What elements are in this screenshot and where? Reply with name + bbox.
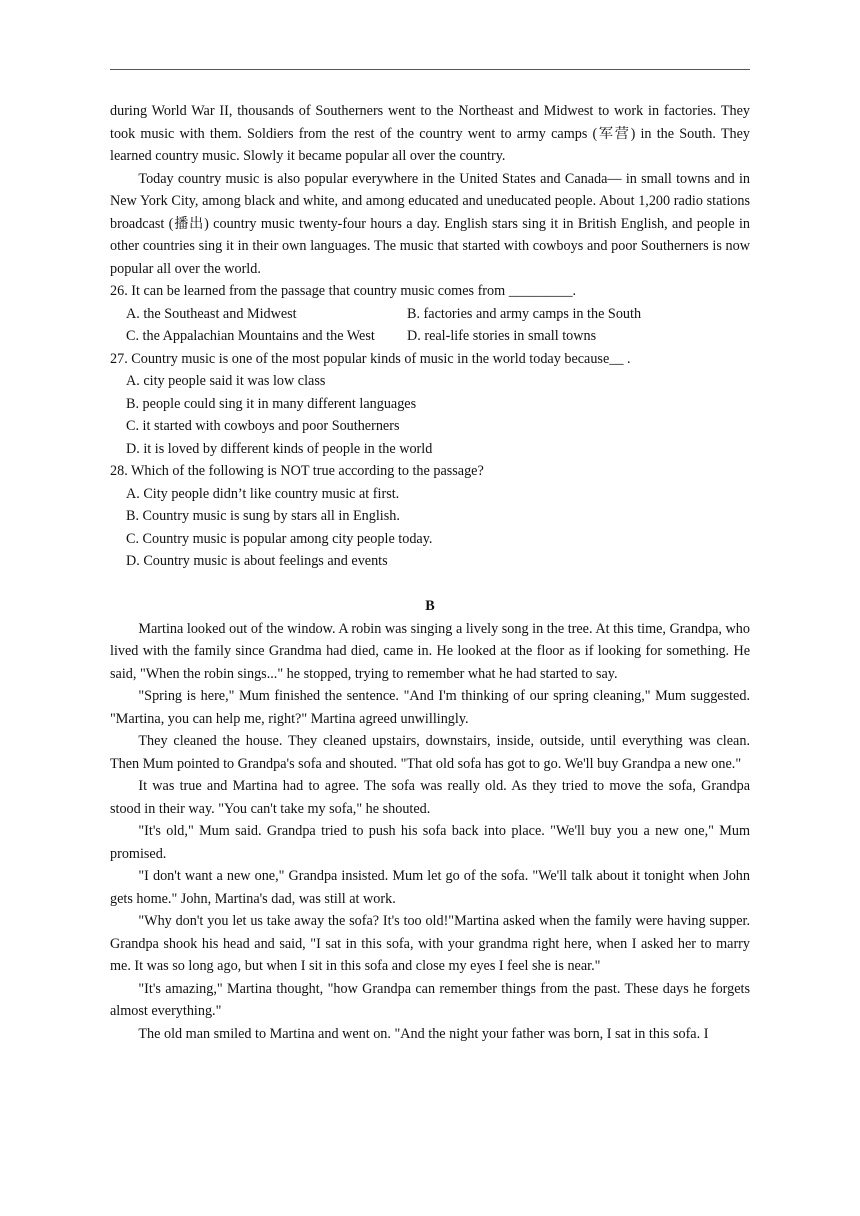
option-c: C. the Appalachian Mountains and the West <box>126 328 375 344</box>
option-a: A. the Southeast and Midwest <box>126 305 297 322</box>
passage-b-paragraph: "Why don't you let us take away the sofa? It's too old!"Martina asked when the family were having supper. Grandpa shook his head and said, "I sat in this sofa, with your grandma right here, when I asked her to marry me. It was so long ago, but when I sit in this sofa and close my eyes I feel she is near." <box>110 913 750 974</box>
option-d: D. it is loved by different kinds of people in the world <box>126 440 433 457</box>
option-b: B. Country music is sung by stars all in English. <box>126 508 400 524</box>
question-stem: 27. Country music is one of the most popular kinds of music in the world today because__ . <box>110 350 631 367</box>
option-a: A. City people didn’t like country music at first. <box>126 485 400 502</box>
option-b: B. factories and army camps in the South <box>407 305 642 322</box>
option-b: B. people could sing it in many different languages <box>126 395 417 412</box>
option-a: A. city people said it was low class <box>126 373 326 389</box>
passage-b-paragraph: "It's old," Mum said. Grandpa tried to push his sofa back into place. "We'll buy you a new one," Mum promised. <box>110 823 750 862</box>
question-27 <box>110 348 750 461</box>
section-spacer <box>110 573 750 596</box>
option-d: D. real-life stories in small towns <box>407 328 597 344</box>
passage-b-paragraph: They cleaned the house. They cleaned upstairs, downstairs, inside, outside, until everything was clean. Then Mum pointed to Grandpa's sofa and shouted. "That old sofa has got to go. We'll buy Grandpa a new one." <box>110 733 750 772</box>
option-c: C. Country music is popular among city people today. <box>126 530 433 547</box>
question-28 <box>110 460 750 573</box>
passage-a-paragraph: Today country music is also popular everywhere in the United States and Canada— in small towns and in New York City, among black and white, and among educated and uneducated people. About 1,200 radio stations broadcast (播出) country music twenty-four hours a day. English stars sing it in British English, and people in other countries sing it in their own languages. The music that started with cowboys and poor Southerners is now popular all over the world. <box>110 170 750 277</box>
passage-b-paragraph: "It's amazing," Martina thought, "how Grandpa can remember things from the past. These days he forgets almost everything." <box>110 980 750 1019</box>
passage-b-paragraph: Martina looked out of the window. A robin was singing a lively song in the tree. At this time, Grandpa, who lived with the family since Grandma had died, came in. He looked at the floor as if looking for something. He said, "When the robin sings..." he stopped, trying to remember what he had started to say. <box>110 620 750 682</box>
options-row <box>110 303 750 326</box>
passage-b-paragraph: The old man smiled to Martina and went on. "And the night your father was born, I sat in this sofa. I <box>138 1025 709 1042</box>
option-c: C. it started with cowboys and poor Southerners <box>126 418 400 434</box>
section-title: B <box>425 598 435 614</box>
passage-b-paragraph: It was true and Martina had to agree. The sofa was really old. As they tried to move the sofa, Grandpa stood in their way. "You can't take my sofa," he shouted. <box>110 778 750 817</box>
option-d: D. Country music is about feelings and events <box>126 553 388 569</box>
passage-b-paragraph: "Spring is here," Mum finished the sentence. "And I'm thinking of our spring cleaning," Mum suggested. "Martina, you can help me, right?" Martina agreed unwillingly. <box>110 688 750 727</box>
passage-b-paragraph: "I don't want a new one," Grandpa insisted. Mum let go of the sofa. "We'll talk about it tonight when John gets home." John, Martina's dad, was still at work. <box>110 868 750 907</box>
question-stem: 26. It can be learned from the passage that country music comes from _________. <box>110 283 577 299</box>
page-content <box>110 100 750 1045</box>
question-26 <box>110 280 750 348</box>
passage-a-paragraph: during World War II, thousands of Southerners went to the Northeast and Midwest to work in factories. They took music with them. Soldiers from the rest of the country went to army camps (军营) in the South. They learned country music. Slowly it became popular all over the country. <box>110 103 750 164</box>
question-stem: 28. Which of the following is NOT true according to the passage? <box>110 463 484 479</box>
options-row <box>110 325 750 348</box>
header-rule <box>110 69 750 70</box>
